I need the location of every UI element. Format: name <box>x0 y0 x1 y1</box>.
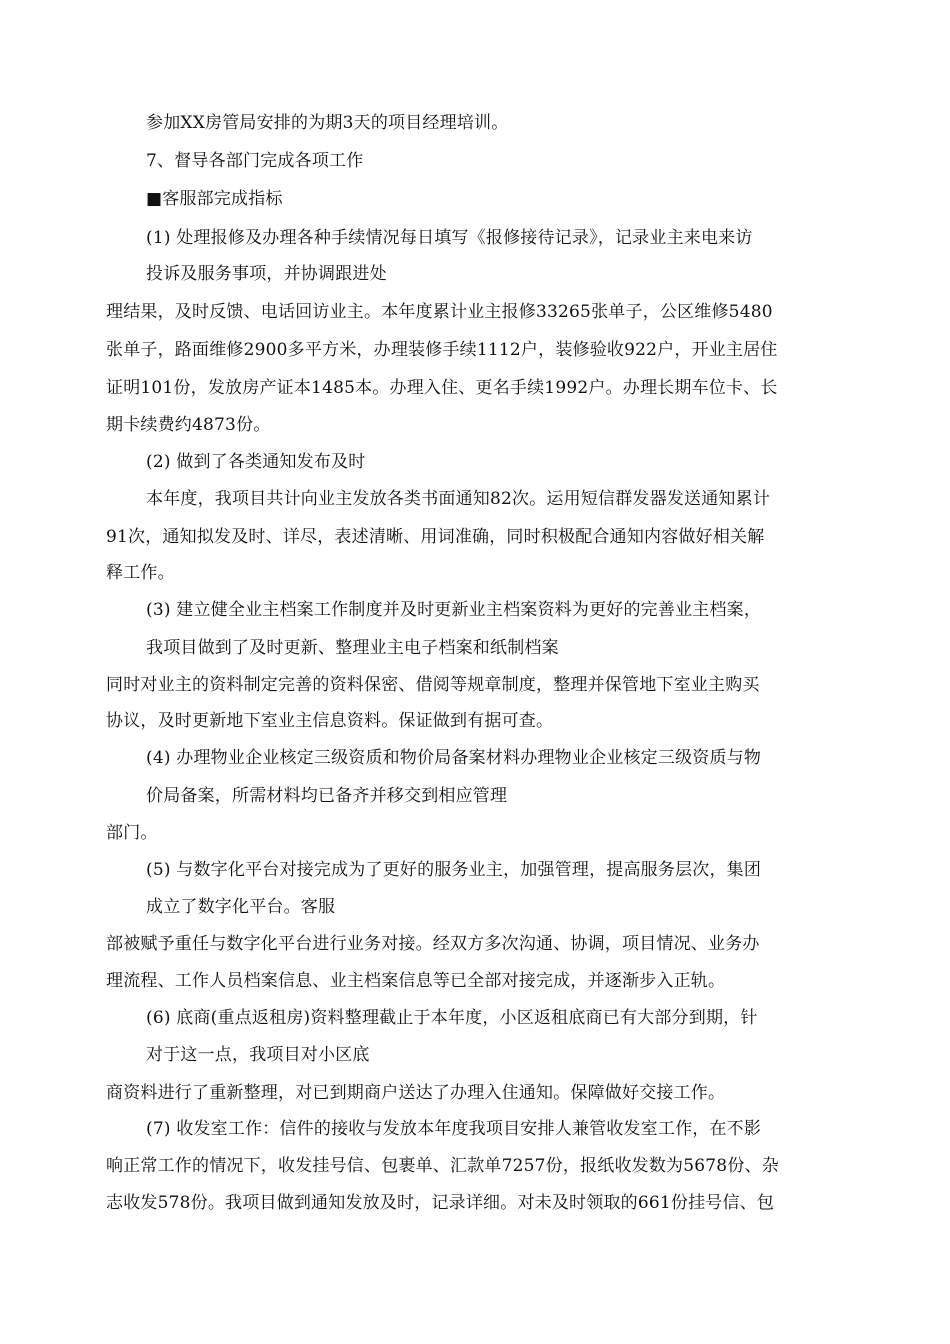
text-line: 我项目做到了及时更新、整理业主电子档案和纸制档案 <box>146 638 559 658</box>
text-line: 对于这一点，我项目对小区底 <box>146 1045 370 1065</box>
item-heading: (3) 建立健全业主档案工作制度并及时更新业主档案资料为更好的完善业主档案， <box>146 600 762 620</box>
item-heading: (2) 做到了各类通知发布及时 <box>146 452 366 472</box>
text-line: 张单子，路面维修2900多平方米，办理装修手续1112户，装修验收922户，开业主居住 <box>106 340 778 360</box>
text-line: 理流程、工作人员档案信息、业主档案信息等已全部对接完成，并逐渐步入正轨。 <box>106 971 726 991</box>
text-line: 投诉及服务事项，并协调跟进处 <box>146 264 387 284</box>
text-line: 价局备案，所需材料均已备齐并移交到相应管理 <box>146 786 508 806</box>
subsection-heading: ■客服部完成指标 <box>146 189 283 209</box>
text-line: 商资料进行了重新整理，对已到期商户送达了办理入住通知。保障做好交接工作。 <box>106 1083 726 1103</box>
text-line: 期卡续费约4873份。 <box>106 415 271 435</box>
text-line: 成立了数字化平台。客服 <box>146 897 336 917</box>
text-line: 91次，通知拟发及时、详尽，表述清晰、用词准确，同时积极配合通知内容做好相关解 <box>106 527 765 547</box>
text-line: 理结果，及时反馈、电话回访业主。本年度累计业主报修33265张单子，公区维修5480 <box>106 302 773 322</box>
text-line: 证明101份，发放房产证本1485本。办理入住、更名手续1992户。办理长期车位卡、长 <box>106 378 778 398</box>
text-line: 同时对业主的资料制定完善的资料保密、借阅等规章制度，整理并保管地下室业主购买 <box>106 675 760 695</box>
text-line: 部被赋予重任与数字化平台进行业务对接。经双方多次沟通、协调，项目情况、业务办 <box>106 934 760 954</box>
text-line: 响正常工作的情况下，收发挂号信、包裹单、汇款单7257份，报纸收发数为5678份、杂 <box>106 1156 779 1176</box>
text-line: 部门。 <box>106 823 158 843</box>
text-line: 协议，及时更新地下室业主信息资料。保证做到有据可查。 <box>106 711 554 731</box>
item-heading: (7) 收发室工作：信件的接收与发放本年度我项目安排人兼管收发室工作，在不影 <box>146 1119 762 1139</box>
item-heading: (5) 与数字化平台对接完成为了更好的服务业主，加强管理，提高服务层次，集团 <box>146 860 762 880</box>
text-line: 参加XX房管局安排的为期3天的项目经理培训。 <box>146 113 509 133</box>
text-line: 本年度，我项目共计向业主发放各类书面通知82次。运用短信群发器发送通知累计 <box>146 489 771 509</box>
section-heading: 7、督导各部门完成各项工作 <box>146 151 364 171</box>
item-heading: (6) 底商(重点返租房)资料整理截止于本年度，小区返租底商已有大部分到期，针 <box>146 1008 758 1028</box>
item-heading: (1) 处理报修及办理各种手续情况每日填写《报修接待记录》，记录业主来电来访 <box>146 228 753 248</box>
text-line: 志收发578份。我项目做到通知发放及时，记录详细。对未及时领取的661份挂号信、包 <box>106 1193 775 1213</box>
text-line: 释工作。 <box>106 563 175 583</box>
item-heading: (4) 办理物业企业核定三级资质和物价局备案材料办理物业企业核定三级资质与物 <box>146 748 762 768</box>
